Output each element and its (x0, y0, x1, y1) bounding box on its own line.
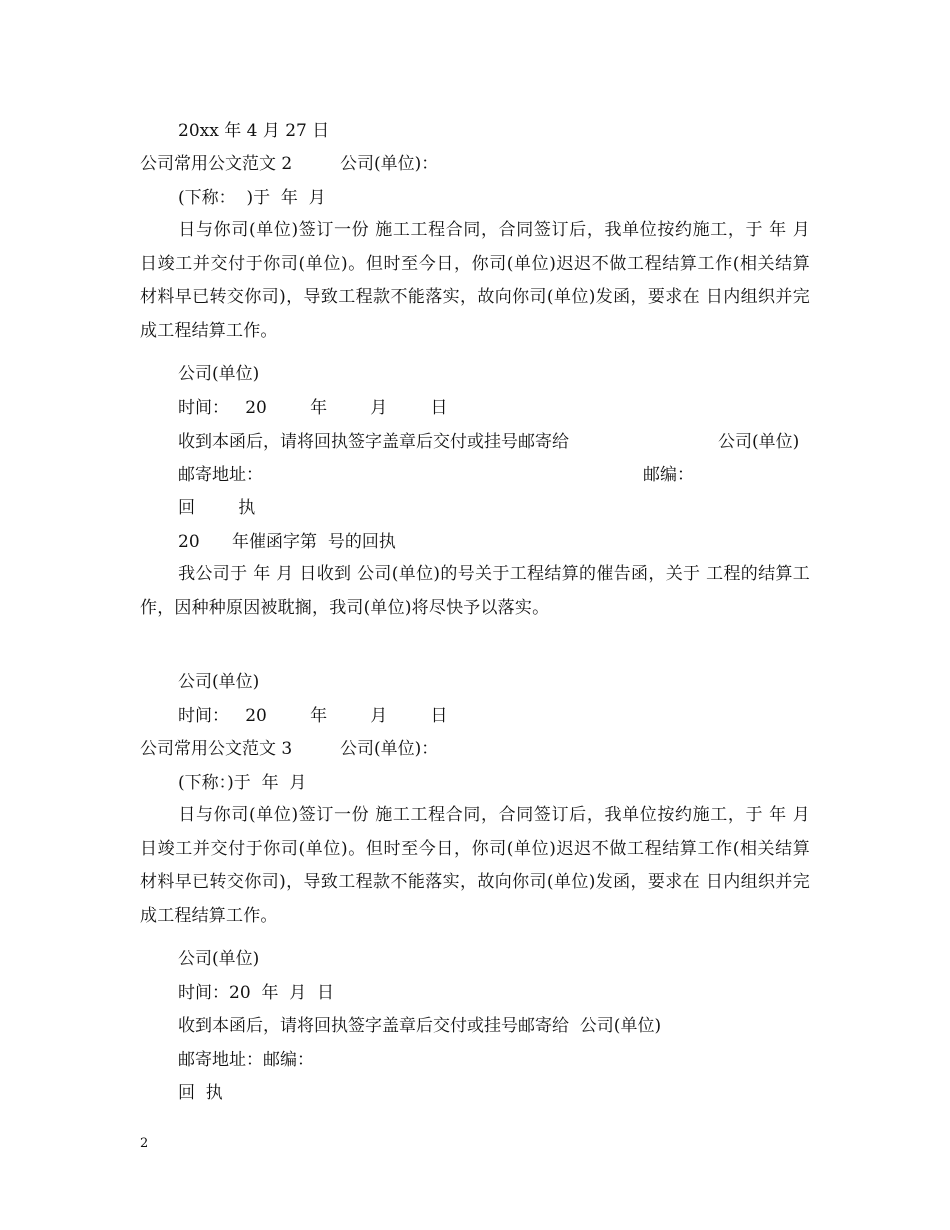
page-number: 2 (140, 1136, 149, 1151)
receipt-heading-3: 回 执 (178, 1083, 223, 1103)
mailing-address-1: 邮寄地址： (178, 465, 263, 485)
addressee-3: 公司(单位)： (340, 739, 439, 759)
section-title-3: 公司常用公文范文 3 (140, 739, 293, 759)
paragraph-1b-text: 日与你司(单位)签订一份 施工工程合同，合同签订后，我单位按约施工，于 年 月 日竣工并交付于你司(单位)。但时至今日，你司(单位)迟迟不做工程结算工作(相关结算材料早已转交你司)，导致工程款不能落实，故向你司(单位)发函，要求在 日内组织并完成工程结算工作。 (140, 220, 810, 341)
time-line-3: 时间：20 年 月 日 (178, 983, 335, 1003)
addressee-2: 公司(单位)： (340, 154, 439, 174)
receipt-title: 20 年催函字第 号的回执 (178, 532, 396, 552)
signature-3: 公司(单位) (178, 949, 260, 969)
paragraph-3a: (下称：)于 年 月 (178, 773, 307, 793)
receipt-instruction-3: 收到本函后，请将回执签字盖章后交付或挂号邮寄给 公司(单位) (178, 1016, 662, 1036)
time-line-1: 时间： 20 年 月 日 (178, 398, 448, 418)
postcode-1: 邮编： (643, 465, 694, 485)
paragraph-3b-text: 日与你司(单位)签订一份 施工工程合同，合同签订后，我单位按约施工，于 年 月 日竣工并交付于你司(单位)。但时至今日，你司(单位)迟迟不做工程结算工作(相关结算材料早已转交你司)，导致工程款不能落实，故向你司(单位)发函，要求在 日内组织并完成工程结算工作。 (140, 805, 810, 926)
paragraph-2-text: 我公司于 年 月 日收到 公司(单位)的号关于工程结算的催告函，关于 工程的结算工作，因种种原因被耽搁，我司(单位)将尽快予以落实。 (140, 564, 810, 618)
date-line: 20xx 年 4 月 27 日 (178, 121, 330, 141)
receipt-company-1: 公司(单位) (718, 432, 800, 452)
paragraph-1b (140, 214, 810, 348)
time-line-2: 时间： 20 年 月 日 (178, 706, 448, 726)
section-title-2: 公司常用公文范文 2 (140, 154, 293, 174)
mailing-address-3: 邮寄地址：邮编： (178, 1050, 314, 1070)
paragraph-2 (140, 558, 810, 625)
receipt-heading-1: 回 执 (178, 498, 256, 518)
signature-1: 公司(单位) (178, 364, 260, 384)
paragraph-1a: (下称： )于 年 月 (178, 188, 326, 208)
paragraph-3b (140, 799, 810, 933)
signature-2: 公司(单位) (178, 672, 260, 692)
receipt-instruction-1: 收到本函后，请将回执签字盖章后交付或挂号邮寄给 (178, 432, 569, 452)
